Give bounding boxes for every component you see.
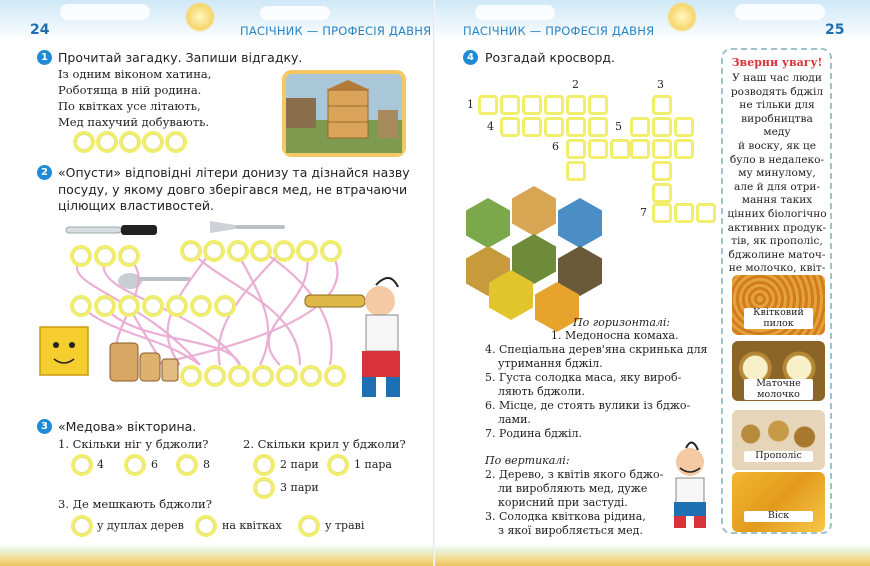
caption-line: Маточне	[756, 378, 801, 389]
letter-circle[interactable]	[250, 240, 272, 262]
task-title: «Медова» вікторина.	[58, 419, 197, 434]
crossword-cell[interactable]	[652, 117, 672, 137]
crossword-number: 7	[640, 206, 647, 219]
clue-line: 3. Солодка квіткова рідина,	[485, 510, 646, 523]
running-head: ПАСІЧНИК — ПРОФЕСІЯ ДАВНЯ	[240, 24, 432, 38]
answer-circle[interactable]	[142, 131, 164, 153]
answer-circle[interactable]	[96, 131, 118, 153]
option-circle[interactable]	[71, 454, 93, 476]
option-label: 3 пари	[280, 481, 319, 494]
note-line: й воску, як це	[737, 139, 817, 152]
letter-circle[interactable]	[70, 245, 92, 267]
crossword-number: 3	[657, 78, 664, 91]
crossword-cell[interactable]	[652, 203, 672, 223]
crossword-cell[interactable]	[500, 117, 520, 137]
option-circle[interactable]	[176, 454, 198, 476]
option-label: 1 пара	[354, 458, 392, 471]
option-circle[interactable]	[124, 454, 146, 476]
letter-circle[interactable]	[273, 240, 295, 262]
sun-icon	[667, 2, 697, 32]
caption-line: Прополіс	[755, 450, 802, 461]
crossword-number: 4	[487, 120, 494, 133]
crossword-cell[interactable]	[674, 139, 694, 159]
cossack-illustration	[662, 440, 720, 530]
option-circle[interactable]	[298, 515, 320, 537]
letter-circle[interactable]	[94, 295, 116, 317]
clue-line: 7. Родина бджіл.	[485, 427, 583, 440]
crossword-cell[interactable]	[522, 117, 542, 137]
crossword-cell[interactable]	[696, 203, 716, 223]
field-footer	[0, 544, 435, 566]
task-line: цілющих властивостей.	[58, 198, 215, 213]
option-label: 4	[97, 458, 104, 471]
answer-circle[interactable]	[165, 131, 187, 153]
clue-line: корисний при застуді.	[498, 496, 628, 509]
task-number: 1	[37, 50, 52, 65]
note-line: не молочко, квіт-	[728, 262, 826, 275]
task-title: Розгадай кросворд.	[485, 50, 616, 65]
note-line: але й для отри-	[733, 180, 821, 193]
answer-circle[interactable]	[276, 365, 298, 387]
crossword-cell[interactable]	[652, 161, 672, 181]
question: 2. Скільки крил у бджоли?	[243, 437, 406, 451]
option-circle[interactable]	[327, 454, 349, 476]
crossword-cell[interactable]	[610, 139, 630, 159]
cloud-decoration	[475, 5, 555, 20]
crossword-cell[interactable]	[588, 139, 608, 159]
option-label: на квітках	[222, 519, 282, 532]
crossword-cell[interactable]	[630, 117, 650, 137]
answer-circle[interactable]	[324, 365, 346, 387]
crossword-cell[interactable]	[566, 139, 586, 159]
answer-circle[interactable]	[252, 365, 274, 387]
clue-line: з якої виробляється мед.	[498, 524, 643, 537]
caption-line: Квітковий	[753, 307, 804, 318]
crossword-cell[interactable]	[652, 183, 672, 203]
option-label: 6	[151, 458, 158, 471]
question: 3. Де мешкають бджоли?	[58, 497, 212, 511]
clue-line: ли виробляють мед, дуже	[498, 482, 648, 495]
poem-line: Мед пахучий добувають.	[58, 115, 209, 129]
task-number: 2	[37, 165, 52, 180]
crossword-cell[interactable]	[588, 95, 608, 115]
letter-circle[interactable]	[142, 295, 164, 317]
letter-circle[interactable]	[166, 295, 188, 317]
note-line: активних продук-	[727, 221, 827, 234]
crossword-number: 6	[552, 140, 559, 153]
letter-circle[interactable]	[214, 295, 236, 317]
down-heading: По вертикалі:	[485, 454, 570, 467]
letter-circle[interactable]	[70, 295, 92, 317]
option-label: у дуплах дерев	[97, 519, 184, 532]
letter-circle[interactable]	[296, 240, 318, 262]
caption-line: пилок	[763, 317, 794, 329]
note-line: му минулому,	[738, 167, 816, 180]
crossword-cell[interactable]	[652, 139, 672, 159]
crossword-cell[interactable]	[544, 117, 564, 137]
clue-line: 1. Медоносна комаха.	[551, 329, 679, 342]
task-number: 3	[37, 419, 52, 434]
option-circle[interactable]	[71, 515, 93, 537]
product-caption	[744, 451, 813, 462]
crossword-cell[interactable]	[544, 95, 564, 115]
product-caption	[744, 308, 813, 329]
across-heading: По горизонталі:	[573, 316, 671, 329]
option-label: у траві	[325, 519, 365, 532]
caption-line: Віск	[767, 510, 790, 521]
caption-line: молочко	[757, 388, 800, 400]
note-line: бджолине маточ-	[728, 248, 826, 261]
task-title: Прочитай загадку. Запиши відгадку.	[58, 50, 303, 65]
sun-icon	[185, 2, 215, 32]
note-line: У наш час люди	[732, 72, 822, 84]
crossword-cell[interactable]	[652, 95, 672, 115]
letter-circle[interactable]	[320, 240, 342, 262]
answer-circle[interactable]	[73, 131, 95, 153]
crossword-number: 2	[572, 78, 579, 91]
clue-line: 4. Спеціальна дерев'яна скринька для	[485, 343, 708, 356]
answer-circle[interactable]	[300, 365, 322, 387]
crossword-cell[interactable]	[674, 117, 694, 137]
answer-circle[interactable]	[204, 365, 226, 387]
letter-circle[interactable]	[180, 240, 202, 262]
poem-line: Із одним віконом хатина,	[58, 67, 212, 81]
note-line: цінних біологічно	[727, 207, 827, 220]
page-number: 24	[30, 22, 50, 38]
option-label: 2 пари	[280, 458, 319, 471]
crossword-cell[interactable]	[478, 95, 498, 115]
note-text	[727, 72, 827, 290]
running-head: ПАСІЧНИК — ПРОФЕСІЯ ДАВНЯ	[463, 24, 655, 38]
page-number: 25	[825, 22, 845, 38]
clue-line: 5. Густа солодка маса, яку вироб-	[485, 371, 682, 384]
cloud-decoration	[260, 6, 330, 20]
option-label: 8	[203, 458, 210, 471]
clue-line: лами.	[498, 413, 531, 426]
task-line: посуду, у якому довго зберігався мед, не втрачаючи	[58, 182, 408, 197]
answer-circle[interactable]	[180, 365, 202, 387]
crossword-cell[interactable]	[674, 203, 694, 223]
product-caption	[744, 379, 813, 400]
note-line: було в недалеко-	[729, 153, 825, 166]
crossword-number: 5	[615, 120, 622, 133]
poem-line: По квітках усе літають,	[58, 99, 201, 113]
product-caption	[744, 511, 813, 522]
option-circle[interactable]	[253, 477, 275, 499]
crossword-cell[interactable]	[522, 95, 542, 115]
question: 1. Скільки ніг у бджоли?	[58, 437, 209, 451]
crossword-cell[interactable]	[566, 161, 586, 181]
beehive-photo	[282, 70, 406, 157]
letter-circle[interactable]	[94, 245, 116, 267]
clue-line: 6. Місце, де стоять вулики із бджо-	[485, 399, 691, 412]
clue-line: утримання бджіл.	[498, 357, 603, 370]
note-title: Зверни увагу!	[731, 56, 823, 69]
crossword-cell[interactable]	[566, 117, 586, 137]
task-line: «Опусти» відповідні літери донизу та дізнайся назву	[58, 165, 410, 180]
task-number: 4	[463, 50, 478, 65]
letter-circle[interactable]	[190, 295, 212, 317]
answer-circle[interactable]	[228, 365, 250, 387]
clue-line: ляють бджоли.	[498, 385, 586, 398]
note-line: виробництва меду	[741, 112, 813, 139]
wax-photo	[732, 472, 825, 532]
crossword-cell[interactable]	[630, 139, 650, 159]
note-line: мання таких	[741, 194, 813, 207]
cloud-decoration	[735, 4, 825, 20]
poem-line: Роботяща в ній родина.	[58, 83, 202, 97]
crossword-cell[interactable]	[566, 95, 586, 115]
crossword-cell[interactable]	[500, 95, 520, 115]
cloud-decoration	[60, 4, 150, 20]
riddle-poem	[58, 66, 211, 130]
note-line: тів, як прополіс,	[731, 235, 823, 248]
letter-circle[interactable]	[203, 240, 225, 262]
letter-circle[interactable]	[118, 295, 140, 317]
note-line: не тільки для	[739, 99, 815, 112]
note-line: розводять бджіл	[730, 85, 824, 98]
letter-circle[interactable]	[118, 245, 140, 267]
clue-line: 2. Дерево, з квітів якого бджо-	[485, 468, 664, 481]
field-footer	[435, 544, 870, 566]
crossword-cell[interactable]	[588, 117, 608, 137]
option-circle[interactable]	[195, 515, 217, 537]
crossword-number: 1	[467, 98, 474, 111]
letter-circle[interactable]	[227, 240, 249, 262]
option-circle[interactable]	[253, 454, 275, 476]
answer-circle[interactable]	[119, 131, 141, 153]
